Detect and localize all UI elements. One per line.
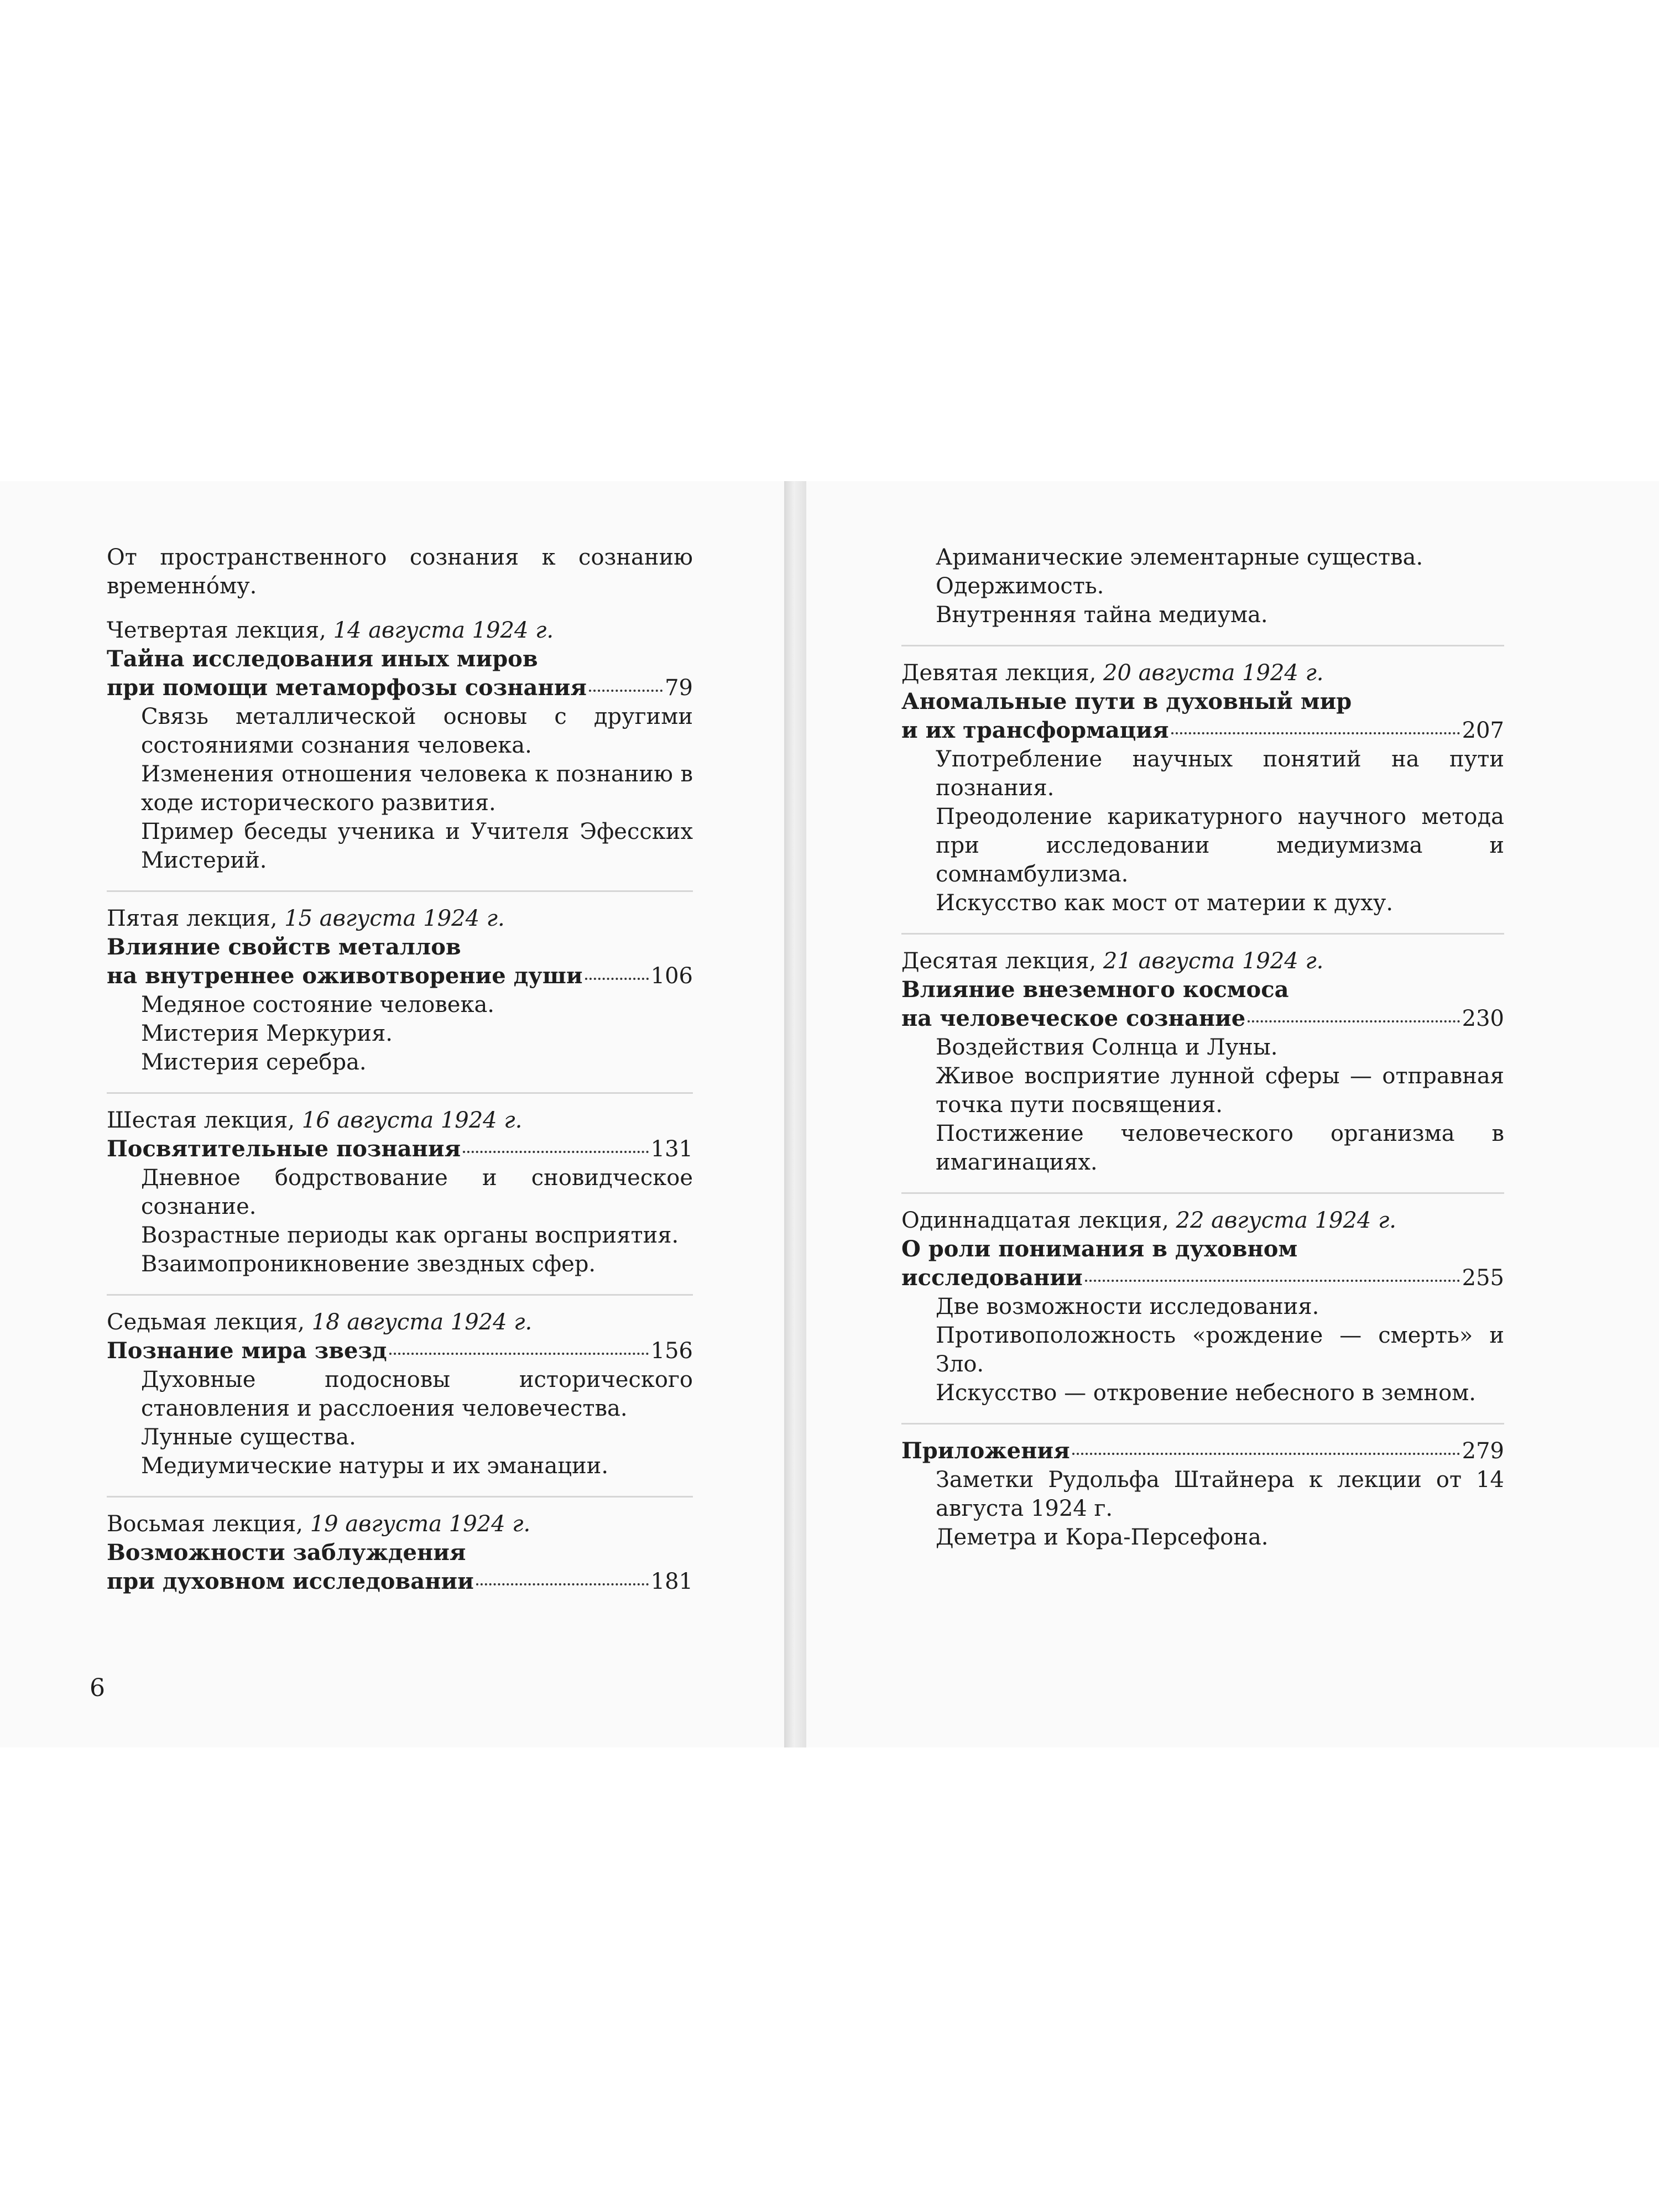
book-spread [0, 481, 1659, 1753]
lecture-title-line: Влияние свойств металлов [107, 934, 461, 960]
lecture-number: Пятая лекция, [107, 906, 278, 931]
lecture-title-line: исследовании [901, 1265, 1083, 1291]
entry-divider [107, 1294, 693, 1296]
sub-topic: Искусство как мост от материи к духу. [936, 890, 1394, 916]
toc-entry-lecture-4 [107, 616, 693, 875]
lecture-title-leader [107, 1135, 693, 1164]
entry-divider [901, 933, 1504, 935]
lecture-date: 15 августа 1924 г. [284, 906, 505, 931]
lecture-number: Седьмая лекция, [107, 1310, 305, 1335]
page-number: 181 [650, 1569, 693, 1594]
toc-entry-lecture-11 [901, 1206, 1504, 1407]
appendix-title-leader [901, 1437, 1504, 1465]
lecture-number: Четвертая лекция, [107, 618, 326, 643]
toc-continued-subs [901, 543, 1504, 629]
sub-topic: Медиумические натуры и их эманации. [141, 1453, 609, 1479]
sub-topic: Связь металлической основы с другими состояниями сознания человека. [141, 704, 693, 758]
lecture-date: 14 августа 1924 г. [333, 618, 554, 643]
lecture-number: Девятая лекция, [901, 660, 1097, 686]
dot-leader [1248, 1020, 1459, 1022]
dot-leader [1171, 732, 1460, 734]
toc-entry-lecture-8 [107, 1510, 693, 1596]
entry-divider [107, 1092, 693, 1094]
entry-divider [901, 1192, 1504, 1194]
lecture-date: 22 августа 1924 г. [1176, 1208, 1397, 1233]
lecture-heading [107, 1106, 693, 1135]
dot-leader [389, 1353, 649, 1355]
sub-topic: Употребление научных понятий на пути познания. [936, 747, 1504, 801]
lecture-title-leader [901, 1264, 1504, 1292]
lecture-title-leader [107, 1567, 693, 1596]
sub-topic: Взаимопроникновение звездных сфер. [141, 1251, 596, 1277]
page-number: 230 [1462, 1006, 1504, 1031]
lecture-title-leader [107, 962, 693, 990]
page-number: 255 [1462, 1265, 1504, 1291]
lecture-heading [901, 659, 1504, 687]
sub-topic: Искусство — откровение небесного в земном. [936, 1380, 1476, 1406]
folio-page-number: 6 [90, 1674, 105, 1702]
sub-topic: Воздействия Солнца и Луны. [936, 1035, 1278, 1060]
entry-divider [107, 890, 693, 892]
toc-entry-lecture-7 [107, 1308, 693, 1480]
sub-topic: Постижение человеческого организма в имагинациях. [936, 1121, 1504, 1175]
lecture-heading [901, 1206, 1504, 1235]
sub-topic: Деметра и Кора-Персефона. [936, 1525, 1269, 1550]
dot-leader [1072, 1453, 1460, 1455]
lecture-number: Одиннадцатая лекция, [901, 1208, 1169, 1233]
lecture-date: 19 августа 1924 г. [310, 1511, 531, 1537]
sub-topic: Противоположность «рождение — смерть» и Зло. [936, 1323, 1504, 1377]
dot-leader [585, 978, 649, 980]
sub-topic: Заметки Рудольфа Штайнера к лекции от 14 августа 1924 г. [936, 1467, 1504, 1521]
sub-topic: Лунные существа. [141, 1425, 356, 1450]
dot-leader [589, 690, 662, 692]
lecture-date: 21 августа 1924 г. [1103, 948, 1324, 974]
lecture-heading [107, 1308, 693, 1337]
sub-topic: Духовные подосновы исторического становления и расслоения человечества. [141, 1367, 693, 1421]
sub-topic: Возрастные периоды как органы восприятия. [141, 1223, 679, 1248]
page-number: 279 [1462, 1438, 1504, 1464]
page-number: 156 [650, 1338, 693, 1364]
lecture-number: Восьмая лекция, [107, 1511, 303, 1537]
lecture-title-leader [901, 1004, 1504, 1033]
sub-topic: Живое восприятие лунной сферы — отправная точка пути посвящения. [936, 1063, 1504, 1118]
sub-topic: Одержимость. [936, 573, 1104, 599]
lecture-title-line: О роли понимания в духовном [901, 1236, 1298, 1262]
sub-topic: Преодоление карикатурного научного метода при исследовании медиумизма и сомнамбулизма. [936, 804, 1504, 887]
intro-subtitle: От пространственного сознания к сознанию временно́му. [107, 545, 693, 599]
lecture-title-line: Тайна исследования иных миров [107, 646, 538, 672]
lecture-title-line: на человеческое сознание [901, 1005, 1246, 1031]
lecture-title-line: Познание мира звезд [107, 1338, 387, 1364]
page-number: 106 [650, 963, 693, 989]
toc-entry-lecture-10 [901, 947, 1504, 1177]
lecture-title-line: Посвятительные познания [107, 1136, 461, 1162]
sub-topic: Медяное состояние человека. [141, 992, 495, 1018]
sub-topic: Изменения отношения человека к познанию в ходе исторического развития. [141, 761, 693, 816]
sub-topic: Ариманические элементарные существа. [936, 545, 1423, 570]
sub-topic: Дневное бодрствование и сновидческое сознание. [141, 1165, 693, 1219]
sub-topic: Две возможности исследования. [936, 1294, 1319, 1319]
toc-entry-lecture-5 [107, 904, 693, 1077]
toc-entry-appendix [901, 1437, 1504, 1552]
lecture-title-line: на внутреннее оживотворение души [107, 963, 583, 989]
right-page [806, 481, 1659, 1747]
lecture-title-leader [107, 674, 693, 702]
lecture-title-leader [901, 716, 1504, 745]
sub-topic: Мистерия серебра. [141, 1050, 367, 1075]
lecture-heading [901, 947, 1504, 975]
lecture-title-line: Аномальные пути в духовный мир [901, 688, 1352, 714]
lecture-date: 20 августа 1924 г. [1103, 660, 1324, 686]
dot-leader [476, 1583, 649, 1585]
right-toc-column [901, 543, 1504, 1567]
dot-leader [1085, 1280, 1460, 1282]
toc-entry-lecture-9 [901, 659, 1504, 917]
lecture-date: 18 августа 1924 г. [311, 1310, 533, 1335]
page-number: 131 [650, 1136, 693, 1162]
lecture-number: Десятая лекция, [901, 948, 1097, 974]
lecture-title-line: и их трансформация [901, 717, 1169, 743]
lecture-heading [107, 616, 693, 645]
book-gutter [784, 481, 806, 1747]
lecture-heading [107, 1510, 693, 1538]
lecture-title-line: при духовном исследовании [107, 1568, 474, 1594]
entry-divider [901, 645, 1504, 646]
lecture-title-line: при помощи метаморфозы сознания [107, 675, 587, 701]
lecture-number: Шестая лекция, [107, 1108, 295, 1133]
left-toc-column [107, 543, 693, 1611]
appendix-title: Приложения [901, 1438, 1070, 1464]
left-page [0, 481, 784, 1747]
sub-topic: Внутренняя тайна медиума. [936, 602, 1268, 628]
lecture-title-line: Влияние внеземного космоса [901, 977, 1289, 1003]
entry-divider [901, 1423, 1504, 1425]
sub-topic: Мистерия Меркурия. [141, 1021, 393, 1046]
dot-leader [463, 1151, 649, 1153]
page-number: 79 [665, 675, 693, 701]
sub-topic: Пример беседы ученика и Учителя Эфесских Мистерий. [141, 819, 693, 873]
lecture-title-leader [107, 1337, 693, 1365]
lecture-title-line: Возможности заблуждения [107, 1540, 466, 1566]
page-number: 207 [1462, 718, 1504, 743]
entry-divider [107, 1496, 693, 1498]
toc-entry-lecture-6 [107, 1106, 693, 1279]
lecture-heading [107, 904, 693, 933]
lecture-date: 16 августа 1924 г. [301, 1108, 523, 1133]
